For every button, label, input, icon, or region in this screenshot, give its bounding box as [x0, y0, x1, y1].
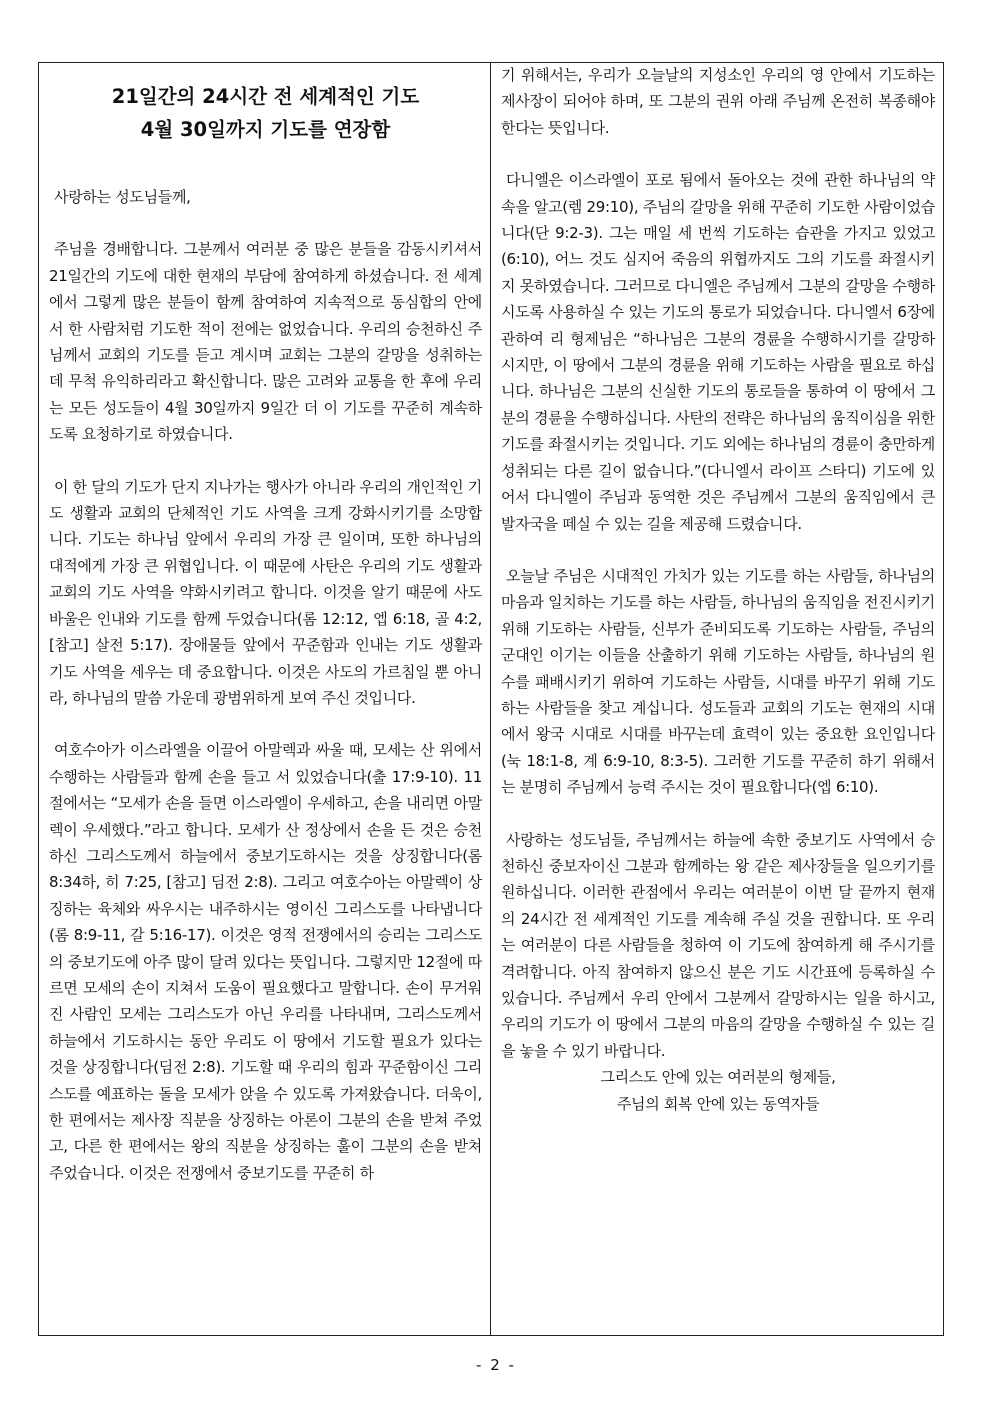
- greeting: 사랑하는 성도님들께,: [54, 188, 191, 206]
- paragraph-1: 주님을 경배합니다. 그분께서 여러분 중 많은 분들을 감동시키셔서 21일간의 기도에 대한 현재의 부담에 참여하게 하셨습니다. 전 세계에서 그렇게 많은 분들이 함께 참여하여 지속적으로 동심합의 안에서 한 사람처럼 기도한 적이 전에는 없었습니다. 우리의 승천하신 주님께서 교회의 기도를 듣고 계시며 교회는 그분의 갈망을 성취하는데 무척 유익하리라고 확신합니다. 많은 고려와 교통을 한 후에 우리는 모든 성도들이 4월 30일까지 9일간 더 이 기도를 꾸준히 계속하도록 요청하기로 하였습니다.: [49, 240, 482, 444]
- closing-line-2: 주님의 회복 안에 있는 동역자들: [616, 1094, 820, 1113]
- paragraph-3: 여호수아가 이스라엘을 이끌어 아말렉과 싸울 때, 모세는 산 위에서 수행하는 사람들과 함께 손을 들고 서 있었습니다(출 17:9-10). 11절에서는 “모세가 손을 들면 이스라엘이 우세하고, 손을 내리면 아말렉이 우세했다.”라고 합니다. 모세가 산 정상에서 손을 든 것은 승천하신 그리스도께서 하늘에서 중보기도하시는 것을 상징합니다(롬 8:34하, 히 7:25, [참고] 딤전 2:8). 그리고 여호수아는 아말렉이 상징하는 육체와 싸우시는 내주하시는 영이신 그리스도를 나타냅니다(롬 8:9-11, 갈 5:16-17). 이것은 영적 전쟁에서의 승리는 그리스도의 중보기도에 아주 많이 달려 있다는 뜻입니다. 그렇지만 12절에 따르면 모세의 손이 지쳐서 도움이 필요했다고 말합니다. 손이 무거워진 사람인 모세는 그리스도가 아닌 우리를 나타내며, 그리스도께서 하늘에서 기도하시는 동안 우리도 이 땅에서 기도할 필요가 있다는 것을 상징합니다(딤전 2:8). 기도할 때 우리의 힘과 꾸준함이신 그리스도를 예표하는 돌을 모세가 앉을 수 있도록 가져왔습니다. 더욱이, 한 편에서는 제사장 직분을 상징하는 아론이 그분의 손을 받쳐 주었고, 다른 한 편에서는 왕의 직분을 상징하는 훌이 그분의 손을 받쳐 주었습니다. 이것은 전쟁에서 중보기도를 꾸준히 하: [49, 741, 482, 1182]
- paragraph-2: 이 한 달의 기도가 단지 지나가는 행사가 아니라 우리의 개인적인 기도 생활과 교회의 단체적인 기도 사역을 크게 강화시키기를 소망합니다. 기도는 하나님 앞에서 우리의 가장 큰 일이며, 또한 하나님의 대적에게 가장 큰 위협입니다. 이 때문에 사탄은 우리의 기도 생활과 교회의 기도 사역을 약화시키려고 합니다. 이것을 알기 때문에 사도 바울은 인내와 기도를 함께 두었습니다(롬 12:12, 엡 6:18, 골 4:2, [참고] 살전 5:17). 장애물들 앞에서 꾸준함과 인내는 기도 생활과 기도 사역을 세우는 데 중요합니다. 이것은 사도의 가르침일 뿐 아니라, 하나님의 말씀 가운데 광범위하게 보여 주신 것입니다.: [49, 477, 482, 707]
- left-column: [39, 62, 490, 1186]
- document-title: [49, 80, 482, 146]
- paragraph-daniel: 다니엘은 이스라엘이 포로 됨에서 돌아오는 것에 관한 하나님의 약속을 알고(렘 29:10), 주님의 갈망을 위해 꾸준히 기도한 사람이었습니다(단 9:2-3). 그는 매일 세 번씩 기도하는 습관을 가지고 있었고(6:10), 어느 것도 심지어 죽음의 위협까지도 그의 기도를 좌절시키지 못하였습니다. 그러므로 다니엘은 주님께서 그분의 갈망을 수행하시도록 사용하실 수 있는 기도의 통로가 되었습니다. 다니엘서 6장에 관하여 리 형제님은 “하나님은 그분의 경륜을 수행하시기를 갈망하시지만, 이 땅에서 그분의 경륜을 위해 기도하는 사람을 필요로 하십니다. 하나님은 그분의 신실한 기도의 통로들을 통하여 이 땅에서 그분의 경륜을 수행하십니다. 사탄의 전략은 하나님의 움직이심을 위한 기도를 좌절시키는 것입니다. 기도 외에는 하나님의 경륜이 충만하게 성취되는 다른 길이 없습니다.”(다니엘서 라이프 스타디) 기도에 있어서 다니엘이 주님과 동역한 것은 주님께서 그분의 움직임에서 큰 발자국을 떼실 수 있는 길을 제공해 드렸습니다.: [501, 171, 935, 533]
- paragraph-continued: 기 위해서는, 우리가 오늘날의 지성소인 우리의 영 안에서 기도하는 제사장이 되어야 하며, 또 그분의 권위 아래 주님께 온전히 복종해야 한다는 뜻입니다.: [501, 66, 935, 137]
- closing-line-1: 그리스도 안에 있는 여러분의 형제들,: [600, 1068, 836, 1087]
- title-line-1: 21일간의 24시간 전 세계적인 기도: [111, 85, 420, 108]
- right-column: [491, 62, 943, 1117]
- paragraph-today: 오늘날 주님은 시대적인 가치가 있는 기도를 하는 사람들, 하나님의 마음과 일치하는 기도를 하는 사람들, 하나님의 움직임을 전진시키기 위해 기도하는 사람들, 신부가 준비되도록 기도하는 사람들, 주님의 군대인 이기는 이들을 산출하기 위해 기도하는 사람들, 하나님의 원수를 패배시키기 위하여 기도하는 사람들, 시대를 바꾸기 위해 기도하는 사람들을 찾고 계십니다. 성도들과 교회의 기도는 현재의 시대에서 왕국 시대로 시대를 바꾸는데 효력이 있는 중요한 요인입니다(눅 18:1-8, 계 6:9-10, 8:3-5). 그러한 기도를 꾸준히 하기 위해서는 분명히 주님께서 능력 주시는 것이 필요합니다(엡 6:10).: [501, 566, 935, 797]
- title-line-2: 4월 30일까지 기도를 연장함: [140, 118, 391, 141]
- page-number: - 2 -: [476, 1356, 516, 1374]
- paragraph-appeal: 사랑하는 성도님들, 주님께서는 하늘에 속한 중보기도 사역에서 승천하신 중보자이신 그분과 함께하는 왕 같은 제사장들을 일으키기를 원하십니다. 이러한 관점에서 우리는 여러분이 이번 달 끝까지 현재의 24시간 전 세계적인 기도를 계속해 주실 것을 권합니다. 또 우리는 여러분이 다른 사람들을 청하여 이 기도에 참여하게 해 주시기를 격려합니다. 아직 참여하지 않으신 분은 기도 시간표에 등록하실 수 있습니다. 주님께서 우리 안에서 그분께서 갈망하시는 일을 하시고, 우리의 기도가 이 땅에서 그분의 마음의 갈망을 수행하실 수 있는 길을 놓을 수 있기 바랍니다.: [501, 830, 935, 1060]
